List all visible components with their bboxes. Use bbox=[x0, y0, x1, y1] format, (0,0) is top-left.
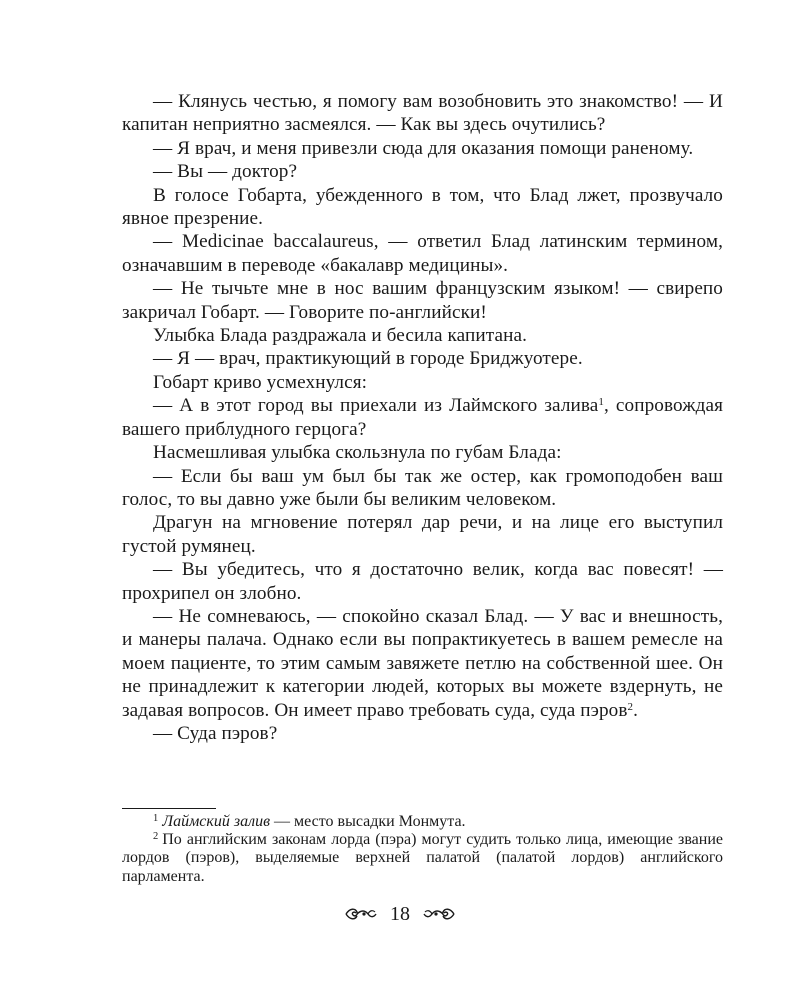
footnote-1 bbox=[122, 813, 723, 831]
paragraph: — Суда пэров? bbox=[153, 722, 278, 744]
footnotes bbox=[122, 813, 723, 886]
paragraph: — Я — врач, практикующий в городе Бриджуотере. bbox=[153, 348, 583, 370]
paragraph: — Клянусь честью, я помогу вам возобновить это знакомство! — И капитан неприятно засмеялся. — Как вы здесь очутились? bbox=[122, 91, 723, 136]
paragraph-text: — Не сомневаюсь, — спокойно сказал Блад. — У вас и внешность, и манеры палача. Однако если вы попрактикуетесь в вашем ремесле на моем пациенте, то этим самым завяжете петлю на собственной шее. Он не принадлежит к категории людей, которых вы можете вздернуть, не задавая вопросов. Он имеет право требовать суда, суда пэров bbox=[122, 605, 723, 721]
paragraph: — Я врач, и меня привезли сюда для оказания помощи раненому. bbox=[153, 137, 694, 159]
paragraph-with-note-2 bbox=[122, 605, 723, 722]
footnote-marker-2[interactable]: 2 bbox=[627, 700, 634, 713]
footnote-term: Лаймский залив bbox=[162, 813, 271, 830]
ornament-right-icon bbox=[422, 906, 456, 922]
page-number: 18 bbox=[390, 902, 410, 925]
footnote-text: — место высадки Монмута. bbox=[270, 813, 466, 830]
footnote-divider bbox=[122, 808, 216, 809]
paragraph: Драгун на мгновение потерял дар речи, и на лице его выступил густой румянец. bbox=[122, 512, 723, 557]
paragraph: Гобарт криво усмехнулся: bbox=[153, 371, 368, 393]
main-text bbox=[122, 90, 723, 745]
paragraph: — Если бы ваш ум был бы так же остер, как громоподобен ваш голос, то вы давно уже были бы великим человеком. bbox=[122, 465, 723, 510]
footnote-number: 2 bbox=[153, 831, 159, 843]
paragraph: В голосе Гобарта, убежденного в том, что Блад лжет, прозвучало явное презрение. bbox=[122, 184, 723, 230]
paragraph: Насмешливая улыбка скользнула по губам Блада: bbox=[153, 442, 562, 464]
paragraph-text: — А в этот город вы приехали из Лаймского залива bbox=[153, 395, 599, 417]
paragraph-tail: , сопровождая вашего приблудного герцога? bbox=[122, 395, 723, 440]
paragraph: — Medicinae baccalaureus, — ответил Блад латинским термином, означавшим в переводе «бакалавр медицины». bbox=[122, 231, 723, 276]
paragraph-with-note-1 bbox=[122, 394, 723, 441]
paragraph: Улыбка Блада раздражала и бесила капитана. bbox=[153, 325, 527, 347]
footnote-text: По английским законам лорда (пэра) могут судить только лица, имеющие звание лордов (пэров), выделяемые верхней палатой (палатой лордов) английского парламента. bbox=[122, 831, 723, 885]
page-footer bbox=[0, 899, 800, 929]
paragraph: — Не тычьте мне в нос вашим французским языком! — свирепо закричал Гобарт. — Говорите по-английски! bbox=[122, 278, 723, 323]
paragraph-tail: . bbox=[633, 699, 639, 721]
paragraph: — Вы убедитесь, что я достаточно велик, когда вас повесят! — прохрипел он злобно. bbox=[122, 559, 723, 604]
footnote-marker-1[interactable]: 1 bbox=[598, 396, 605, 409]
footnote-2 bbox=[122, 831, 723, 886]
footnote-number: 1 bbox=[153, 813, 159, 824]
ornament-left-icon bbox=[344, 906, 378, 922]
paragraph: — Вы — доктор? bbox=[153, 161, 298, 183]
